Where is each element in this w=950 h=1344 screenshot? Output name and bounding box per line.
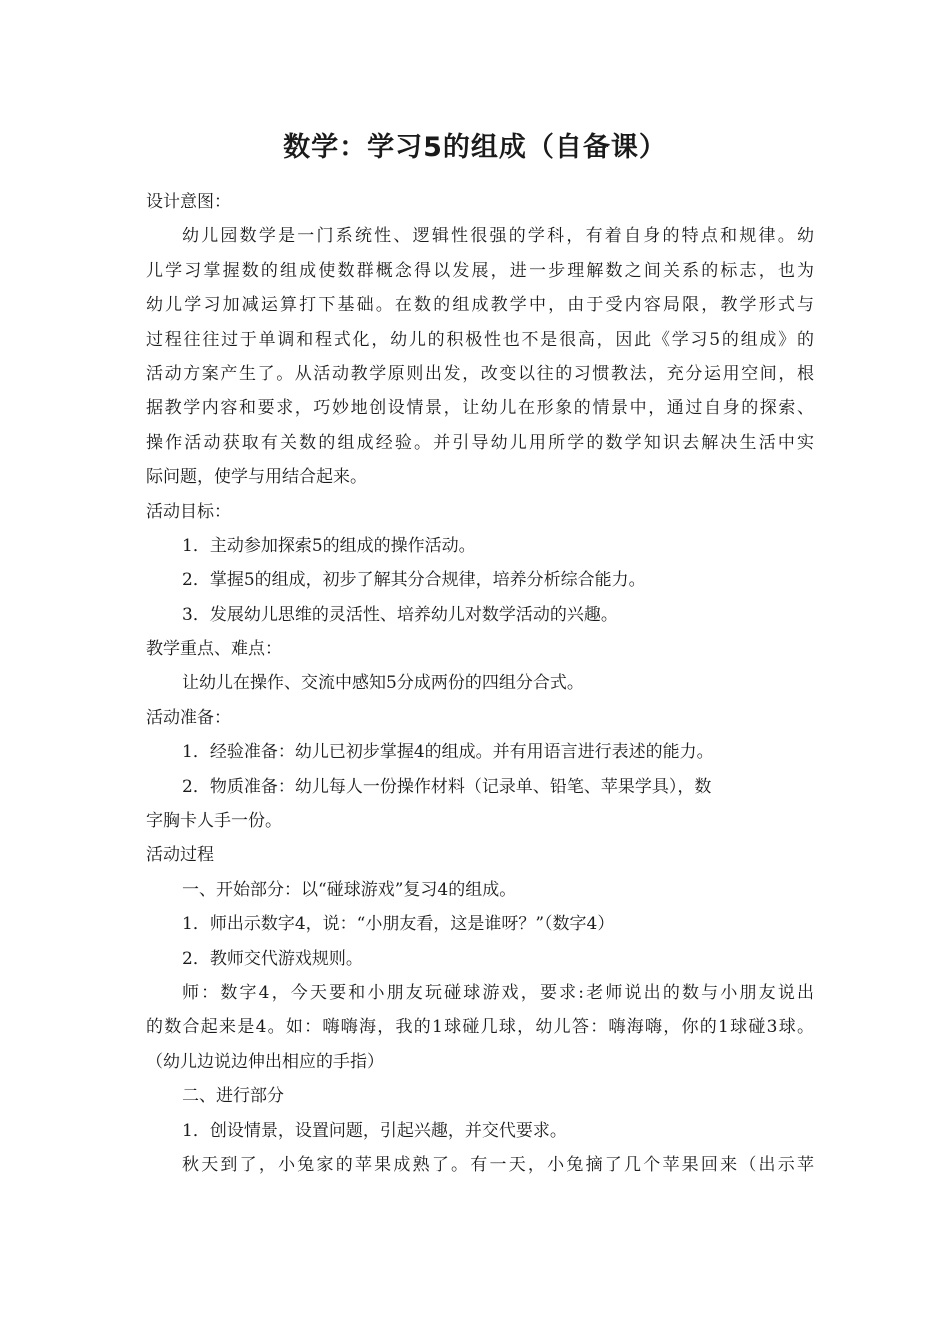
document-title: 数学：学习5的组成（自备课） xyxy=(283,132,667,163)
section-heading-design-intent: 设计意图： xyxy=(146,192,231,212)
list-item: 2．物质准备：幼儿每人一份操作材料（记录单、铅笔、苹果学具），数 xyxy=(182,776,712,797)
paragraph-line: 儿学习掌握数的组成使数群概念得以发展，进一步理解数之间关系的标志，也为 xyxy=(146,260,814,281)
paragraph-line: 字胸卡人手一份。 xyxy=(146,811,282,832)
section-heading-process: 活动过程 xyxy=(146,845,214,866)
paragraph-line: 过程往往过于单调和程式化，幼儿的积极性也不是很高，因此《学习5的组成》的 xyxy=(146,329,814,350)
paragraph-line: 操作活动获取有关数的组成经验。并引导幼儿用所学的数学知识去解决生活中实 xyxy=(146,432,814,453)
paragraph-line: 据教学内容和要求，巧妙地创设情景，让幼儿在形象的情景中，通过自身的探索、 xyxy=(146,398,814,419)
paragraph-line: 际问题，使学与用结合起来。 xyxy=(146,467,367,488)
paragraph-line: 活动方案产生了。从活动教学原则出发，改变以往的习惯教法，充分运用空间，根 xyxy=(146,363,814,384)
list-item: 1．经验准备：幼儿已初步掌握4的组成。并有用语言进行表述的能力。 xyxy=(182,742,714,763)
paragraph-line: 的数合起来是4。如：嗨嗨海，我的1球碰几球，幼儿答：嗨海嗨，你的1球碰3球。 xyxy=(146,1017,814,1038)
section-heading-goals: 活动目标： xyxy=(146,501,231,522)
paragraph-line: 幼儿学习加减运算打下基础。在数的组成教学中，由于受内容局限，教学形式与 xyxy=(146,295,814,316)
list-item: 3．发展幼儿思维的灵活性、培养幼儿对数学活动的兴趣。 xyxy=(182,604,618,625)
subsection-heading: 一、开始部分：以“碰球游戏”复习4的组成。 xyxy=(182,879,517,900)
paragraph-line: 师：数字4，今天要和小朋友玩碰球游戏，要求:老师说出的数与小朋友说出 xyxy=(182,982,814,1003)
paragraph-line: 秋天到了，小兔家的苹果成熟了。有一天，小兔摘了几个苹果回来（出示苹 xyxy=(182,1154,814,1175)
document-body xyxy=(146,185,814,1182)
section-heading-key-points: 教学重点、难点： xyxy=(146,639,282,660)
paragraph-line: 让幼儿在操作、交流中感知5分成两份的四组分合式。 xyxy=(182,673,584,694)
list-item: 2．掌握5的组成，初步了解其分合规律，培养分析综合能力。 xyxy=(182,570,646,591)
list-item: 1．创设情景，设置问题，引起兴趣，并交代要求。 xyxy=(182,1120,567,1141)
subsection-heading: 二、进行部分 xyxy=(182,1086,284,1107)
list-item: 1．师出示数字4，说：“小朋友看，这是谁呀？”（数字4） xyxy=(182,914,615,935)
list-item: 1．主动参加探索5的组成的操作活动。 xyxy=(182,535,476,556)
list-item: 2．教师交代游戏规则。 xyxy=(182,948,363,969)
section-heading-preparation: 活动准备： xyxy=(146,707,231,728)
paragraph-line: 幼儿园数学是一门系统性、逻辑性很强的学科，有着自身的特点和规律。幼 xyxy=(182,226,814,247)
paragraph-line: （幼儿边说边伸出相应的手指） xyxy=(146,1051,384,1072)
